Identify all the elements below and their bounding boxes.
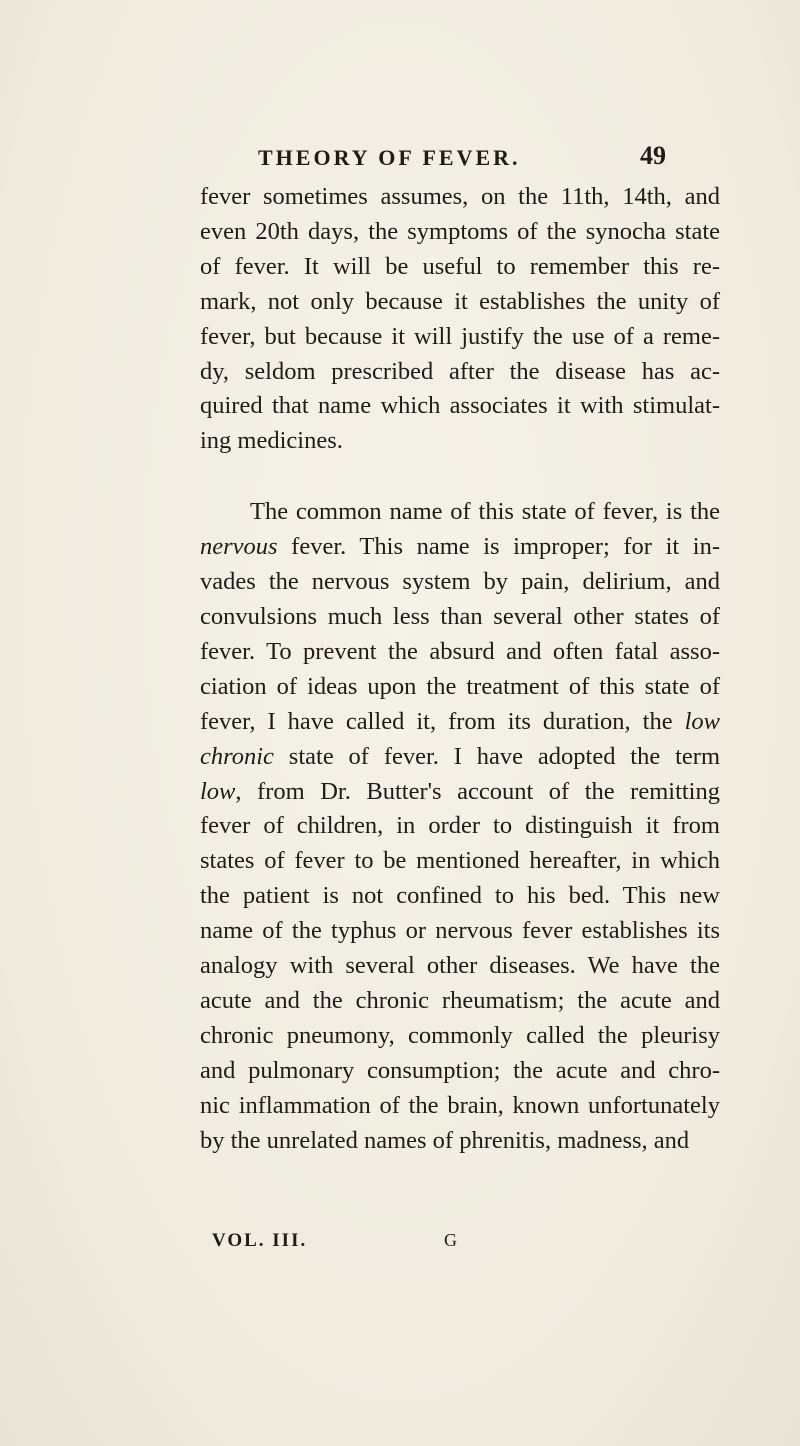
- text-segment: acute and the chronic rheumatism; the acute and: [200, 986, 720, 1014]
- text-line: [200, 1124, 720, 1159]
- text-segment: fever of children, in order to distinguish it from: [200, 812, 720, 840]
- text-line: [200, 775, 720, 810]
- body-text: [200, 180, 720, 1158]
- text-segment: analogy with several other diseases. We have the: [200, 952, 720, 980]
- running-head: [258, 141, 718, 175]
- text-line: [200, 530, 720, 565]
- text-line: [200, 600, 720, 635]
- text-segment: vades the nervous system by pain, delirium, and: [200, 568, 720, 596]
- text-segment: The common name of this state of fever, is the: [250, 498, 720, 526]
- text-segment: convulsions much less than several other states of: [200, 602, 720, 630]
- text-segment: ing medicines.: [200, 427, 343, 455]
- text-line: [200, 389, 720, 424]
- italic-term: chronic: [200, 742, 274, 770]
- text-line: [200, 705, 720, 740]
- text-segment: the patient is not confined to his bed. This new: [200, 882, 720, 910]
- text-segment: fever, I have called it, from its duration, the: [200, 707, 685, 735]
- text-segment: fever, but because it will justify the use of a reme-: [200, 322, 720, 350]
- text-segment: , from Dr. Butter's account of the remitting: [235, 777, 720, 805]
- text-segment: even 20th days, the symptoms of the synocha state: [200, 217, 720, 245]
- text-segment: by the unrelated names of phrenitis, madness, and: [200, 1126, 690, 1154]
- text-segment: fever. To prevent the absurd and often fatal asso-: [200, 637, 720, 665]
- paragraph-gap: [200, 459, 720, 495]
- text-line: [200, 565, 720, 600]
- text-line: [200, 1054, 720, 1089]
- text-line: [200, 984, 720, 1019]
- text-segment: state of fever. I have adopted the term: [273, 742, 720, 770]
- text-line: [200, 180, 720, 215]
- text-segment: nic inflammation of the brain, known unfortunately: [200, 1091, 720, 1119]
- text-line: [200, 320, 720, 355]
- text-line: [200, 1019, 720, 1054]
- text-line: [200, 285, 720, 320]
- text-line: [200, 215, 720, 250]
- page-number: 49: [640, 141, 666, 170]
- italic-term: low: [200, 777, 236, 805]
- text-segment: states of fever to be mentioned hereafter, in which: [200, 847, 720, 875]
- paragraph-2: [200, 495, 720, 1158]
- text-line: [200, 844, 720, 879]
- text-line: [200, 495, 720, 530]
- page-footer: [212, 1230, 512, 1252]
- volume-label: VOL. III.: [212, 1230, 308, 1251]
- text-line: [200, 949, 720, 984]
- text-segment: dy, seldom prescribed after the disease has ac-: [200, 357, 720, 385]
- italic-term: low: [684, 707, 720, 735]
- text-line: [200, 914, 720, 949]
- text-segment: mark, not only because it establishes the unity of: [200, 287, 720, 315]
- text-line: [200, 879, 720, 914]
- text-line: [200, 424, 720, 459]
- text-segment: chronic pneumony, commonly called the pleurisy: [200, 1021, 720, 1049]
- text-line: [200, 670, 720, 705]
- running-head-title: THEORY OF FEVER.: [258, 145, 521, 170]
- italic-term: nervous: [200, 533, 278, 561]
- text-line: [200, 809, 720, 844]
- text-segment: and pulmonary consumption; the acute and chro-: [200, 1056, 720, 1084]
- paragraph-1: [200, 180, 720, 459]
- text-segment: ciation of ideas upon the treatment of this state of: [200, 672, 720, 700]
- signature-mark: G: [444, 1230, 459, 1250]
- text-line: [200, 740, 720, 775]
- text-line: [200, 250, 720, 285]
- text-segment: quired that name which associates it with stimulat-: [200, 392, 720, 420]
- text-line: [200, 635, 720, 670]
- text-line: [200, 1089, 720, 1124]
- text-segment: of fever. It will be useful to remember this re-: [200, 252, 720, 280]
- text-segment: name of the typhus or nervous fever establishes its: [200, 917, 720, 945]
- text-segment: fever sometimes assumes, on the 11th, 14th, and: [200, 183, 720, 210]
- text-segment: fever. This name is improper; for it in-: [277, 533, 720, 561]
- text-line: [200, 355, 720, 390]
